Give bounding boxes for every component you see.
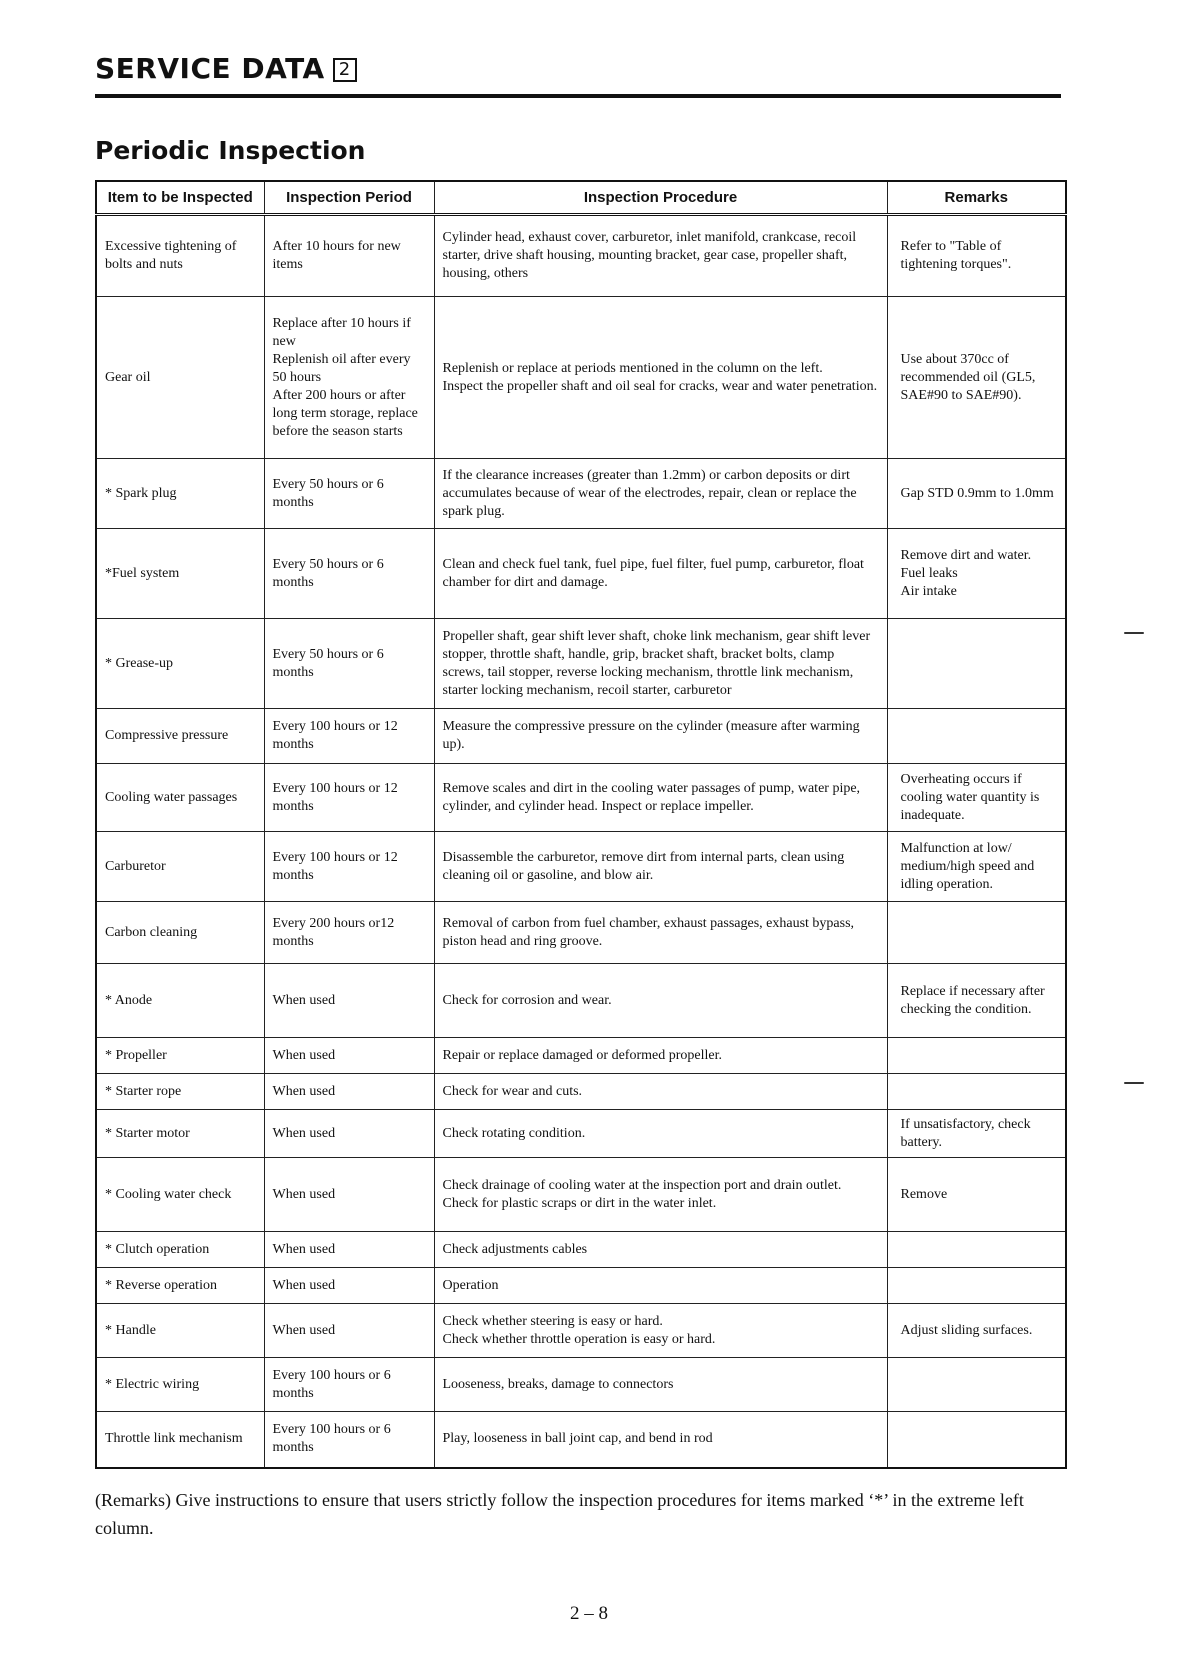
table-row — [96, 1038, 1066, 1074]
cell-item: * Electric wiring — [96, 1358, 264, 1412]
table-row — [96, 297, 1066, 459]
cell-remarks — [887, 1038, 1066, 1074]
table-row — [96, 902, 1066, 964]
cell-remarks — [887, 1232, 1066, 1268]
table-header-row — [96, 181, 1066, 215]
chapter-badge: 2 — [333, 58, 357, 82]
cell-remarks — [887, 1412, 1066, 1468]
cell-remarks — [887, 1358, 1066, 1412]
header-title: SERVICE DATA — [95, 52, 325, 85]
cell-remarks: If unsatisfactory, check battery. — [887, 1110, 1066, 1158]
cell-item: Excessive tightening of bolts and nuts — [96, 215, 264, 297]
cell-procedure: Check adjustments cables — [434, 1232, 887, 1268]
cell-period: After 10 hours for new items — [264, 215, 434, 297]
table-row — [96, 1304, 1066, 1358]
cell-period: When used — [264, 1158, 434, 1232]
cell-period: When used — [264, 1268, 434, 1304]
cell-period: Every 100 hours or 12 months — [264, 764, 434, 832]
cell-period: Every 50 hours or 6 months — [264, 459, 434, 529]
cell-period: When used — [264, 1038, 434, 1074]
cell-item: * Starter rope — [96, 1074, 264, 1110]
cell-procedure: Play, looseness in ball joint cap, and bend in rod — [434, 1412, 887, 1468]
cell-period: Every 50 hours or 6 months — [264, 619, 434, 709]
table-row — [96, 1358, 1066, 1412]
cell-item: * Spark plug — [96, 459, 264, 529]
cell-procedure: Clean and check fuel tank, fuel pipe, fuel filter, fuel pump, carburetor, float chamber for dirt and damage. — [434, 529, 887, 619]
table-row — [96, 619, 1066, 709]
cell-remarks — [887, 709, 1066, 764]
page-number: 2 – 8 — [570, 1603, 608, 1624]
cell-item: * Reverse operation — [96, 1268, 264, 1304]
cell-procedure: Replenish or replace at periods mentioned in the column on the left. Inspect the propeller shaft and oil seal for cracks, wear and water penetration. — [434, 297, 887, 459]
cell-remarks: Overheating occurs if cooling water quantity is inadequate. — [887, 764, 1066, 832]
cell-period: Every 100 hours or 6 months — [264, 1358, 434, 1412]
table-row — [96, 964, 1066, 1038]
cell-remarks — [887, 1268, 1066, 1304]
table-body — [96, 215, 1066, 1468]
column-header-item: Item to be Inspected — [96, 181, 264, 215]
cell-remarks — [887, 902, 1066, 964]
table-row — [96, 764, 1066, 832]
column-header-procedure: Inspection Procedure — [434, 181, 887, 215]
cell-procedure: Check for wear and cuts. — [434, 1074, 887, 1110]
remarks-footnote: (Remarks) Give instructions to ensure that users strictly follow the inspection procedures for items marked ‘*’ in the extreme left column. — [95, 1490, 1024, 1538]
column-header-period: Inspection Period — [264, 181, 434, 215]
cell-period: Every 100 hours or 12 months — [264, 709, 434, 764]
cell-remarks: Remove dirt and water. Fuel leaks Air intake — [887, 529, 1066, 619]
cell-period: Every 200 hours or12 months — [264, 902, 434, 964]
cell-item: * Starter motor — [96, 1110, 264, 1158]
section-title: Periodic Inspection — [95, 136, 366, 165]
cell-procedure: Check rotating condition. — [434, 1110, 887, 1158]
column-header-remarks: Remarks — [887, 181, 1066, 215]
cell-procedure: Measure the compressive pressure on the cylinder (measure after warming up). — [434, 709, 887, 764]
cell-remarks — [887, 619, 1066, 709]
cell-period: Every 100 hours or 12 months — [264, 832, 434, 902]
cell-period: When used — [264, 964, 434, 1038]
cell-period: When used — [264, 1232, 434, 1268]
table-row — [96, 709, 1066, 764]
cell-remarks: Use about 370cc of recommended oil (GL5, SAE#90 to SAE#90). — [887, 297, 1066, 459]
cell-item: Cooling water passages — [96, 764, 264, 832]
cell-period: Replace after 10 hours if new Replenish oil after every 50 hours After 200 hours or after long term storage, replace before the season starts — [264, 297, 434, 459]
cell-remarks: Replace if necessary after checking the condition. — [887, 964, 1066, 1038]
cell-remarks: Gap STD 0.9mm to 1.0mm — [887, 459, 1066, 529]
cell-procedure: Repair or replace damaged or deformed propeller. — [434, 1038, 887, 1074]
cell-item: Gear oil — [96, 297, 264, 459]
cell-remarks: Adjust sliding surfaces. — [887, 1304, 1066, 1358]
table-row — [96, 529, 1066, 619]
cell-item: * Anode — [96, 964, 264, 1038]
table-row — [96, 1158, 1066, 1232]
scan-mark — [1124, 632, 1144, 634]
cell-procedure: Propeller shaft, gear shift lever shaft, choke link mechanism, gear shift lever stopper, throttle shaft, handle, grip, bracket shaft, bracket bolts, clamp screws, tail stopper, reverse locking mechanism, throttle link mechanism, starter locking mechanism, recoil starter, carburetor — [434, 619, 887, 709]
table-row — [96, 1268, 1066, 1304]
cell-remarks: Remove — [887, 1158, 1066, 1232]
cell-procedure: Operation — [434, 1268, 887, 1304]
table-row — [96, 215, 1066, 297]
cell-procedure: If the clearance increases (greater than 1.2mm) or carbon deposits or dirt accumulates because of wear of the electrodes, repair, clean or replace the spark plug. — [434, 459, 887, 529]
cell-item: Compressive pressure — [96, 709, 264, 764]
cell-item: Carburetor — [96, 832, 264, 902]
cell-item: *Fuel system — [96, 529, 264, 619]
table-row — [96, 1074, 1066, 1110]
cell-item: * Grease-up — [96, 619, 264, 709]
table-row — [96, 459, 1066, 529]
header-rule — [95, 94, 1061, 98]
table-row — [96, 1110, 1066, 1158]
cell-item: * Cooling water check — [96, 1158, 264, 1232]
cell-item: * Handle — [96, 1304, 264, 1358]
cell-item: * Propeller — [96, 1038, 264, 1074]
cell-period: Every 50 hours or 6 months — [264, 529, 434, 619]
cell-period: Every 100 hours or 6 months — [264, 1412, 434, 1468]
table-row — [96, 1232, 1066, 1268]
cell-procedure: Looseness, breaks, damage to connectors — [434, 1358, 887, 1412]
scan-mark — [1124, 1082, 1144, 1084]
cell-item: Carbon cleaning — [96, 902, 264, 964]
cell-procedure: Check whether steering is easy or hard. Check whether throttle operation is easy or hard. — [434, 1304, 887, 1358]
cell-remarks — [887, 1074, 1066, 1110]
cell-procedure: Remove scales and dirt in the cooling water passages of pump, water pipe, cylinder, and cylinder head. Inspect or replace impeller. — [434, 764, 887, 832]
cell-procedure: Check for corrosion and wear. — [434, 964, 887, 1038]
cell-item: Throttle link mechanism — [96, 1412, 264, 1468]
cell-procedure: Disassemble the carburetor, remove dirt from internal parts, clean using cleaning oil or gasoline, and blow air. — [434, 832, 887, 902]
cell-procedure: Removal of carbon from fuel chamber, exhaust passages, exhaust bypass, piston head and ring groove. — [434, 902, 887, 964]
cell-remarks: Refer to "Table of tightening torques". — [887, 215, 1066, 297]
table-row — [96, 1412, 1066, 1468]
cell-procedure: Cylinder head, exhaust cover, carburetor, inlet manifold, crankcase, recoil starter, drive shaft housing, mounting bracket, gear case, propeller shaft, housing, others — [434, 215, 887, 297]
cell-remarks: Malfunction at low/ medium/high speed and idling operation. — [887, 832, 1066, 902]
inspection-table — [95, 180, 1067, 1469]
cell-item: * Clutch operation — [96, 1232, 264, 1268]
cell-period: When used — [264, 1304, 434, 1358]
cell-period: When used — [264, 1074, 434, 1110]
table-row — [96, 832, 1066, 902]
cell-period: When used — [264, 1110, 434, 1158]
page-header — [95, 52, 1061, 85]
cell-procedure: Check drainage of cooling water at the inspection port and drain outlet. Check for plastic scraps or dirt in the water inlet. — [434, 1158, 887, 1232]
